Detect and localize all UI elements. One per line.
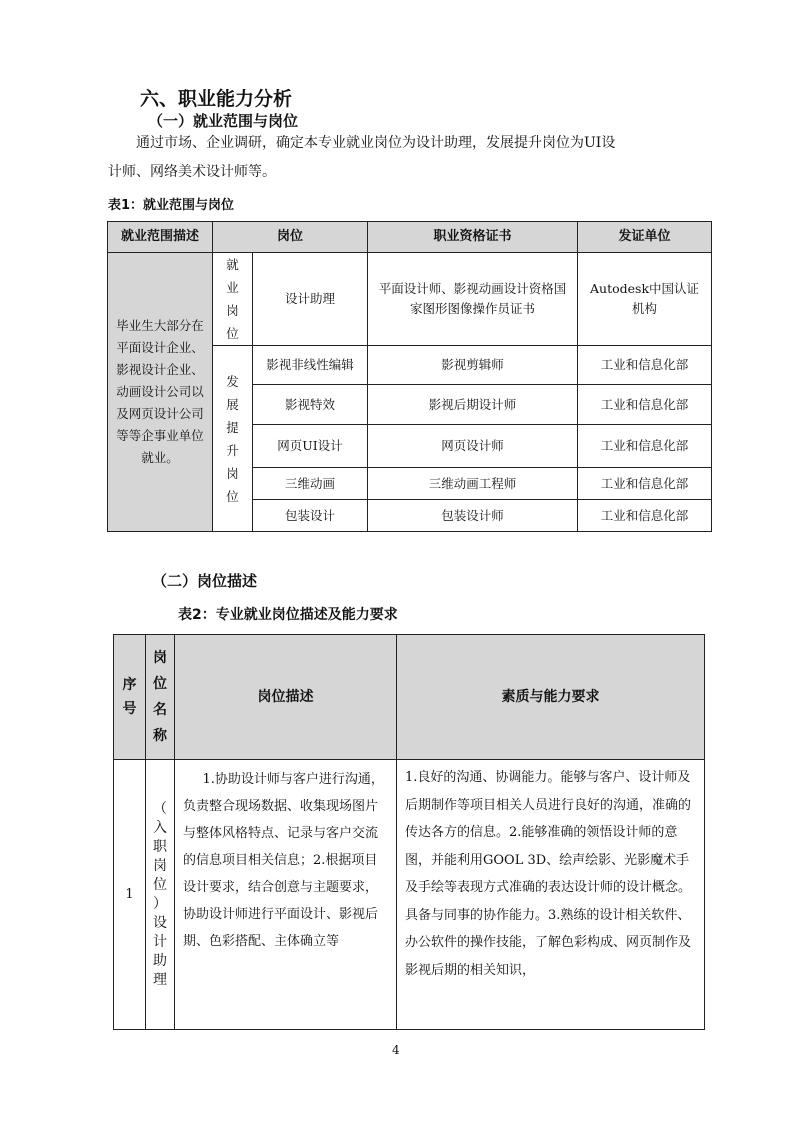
header-index: 序 号 (114, 635, 146, 760)
group-employment: 就 业 岗 位 (213, 253, 253, 346)
row-requirements: 1.良好的沟通、协调能力。能够与客户、设计师及后期制作等项目相关人员进行良好的沟通，准确的传达各方的信息。2.能够准确的领悟设计师的意图，并能利用GOOL 3D、绘声绘影、光影魔术手及手绘等表现方式准确的表达设计师的设计概念。具备与同事的协作能力。3.熟练的设计相关软件、办公软件的操作技能，了解色彩构成、网页制作及影视后期的相关知识， (397, 760, 705, 1030)
table-row-position: 三维动画 (253, 468, 368, 500)
header-position: 岗位 (213, 222, 368, 253)
group-development: 发 展 提 升 岗 位 (213, 346, 253, 532)
table-row-position: 包装设计 (253, 500, 368, 532)
table2-caption: 表2：专业就业岗位描述及能力要求 (178, 607, 398, 623)
table1-caption: 表1：就业范围与岗位 (108, 198, 235, 213)
intro-paragraph-line-1: 通过市场、企业调研，确定本专业就业岗位为设计助理，发展提升岗位为UI设 (136, 135, 616, 151)
header-issuer: 发证单位 (578, 222, 712, 253)
intro-paragraph-line-2: 计师、网络美术设计师等。 (108, 164, 276, 180)
header-scope: 就业范围描述 (108, 222, 213, 253)
table-row-issuer: 工业和信息化部 (578, 385, 712, 425)
header-requirements: 素质与能力要求 (397, 635, 705, 760)
header-description: 岗位描述 (175, 635, 397, 760)
subsection-title-employment: （一）就业范围与岗位 (148, 112, 299, 130)
section-title: 六、职业能力分析 (140, 88, 293, 110)
row-position-name: （ 入 职 岗 位 ） 设 计 助 理 (146, 760, 175, 1030)
page-number: 4 (392, 1043, 400, 1057)
table-row-certificate: 影视剪辑师 (368, 346, 578, 385)
scope-description: 毕业生大部分在平面设计企业、影视设计企业、动画设计公司以及网页设计公司等等企事业单位就业。 (108, 253, 213, 532)
table-row-issuer: 工业和信息化部 (578, 425, 712, 468)
table-row-issuer: 工业和信息化部 (578, 346, 712, 385)
table-row-issuer: 工业和信息化部 (578, 500, 712, 532)
row-index: 1 (114, 760, 146, 1030)
table-row-position: 设计助理 (253, 253, 368, 346)
table-row-certificate: 影视后期设计师 (368, 385, 578, 425)
header-position-name: 岗 位 名 称 (146, 635, 175, 760)
table-row-certificate: 平面设计师、影视动画设计资格国家图形图像操作员证书 (368, 253, 578, 346)
subsection-title-positions: （二）岗位描述 (152, 572, 258, 590)
table-row-position: 网页UI设计 (253, 425, 368, 468)
header-certificate: 职业资格证书 (368, 222, 578, 253)
row-description: 1.协助设计师与客户进行沟通，负责整合现场数据、收集现场图片与整体风格特点、记录与客户交流的信息项目相关信息；2.根据项目设计要求，结合创意与主题要求，协助设计师进行平面设计、影视后期、色彩搭配、主体确立等 (175, 760, 397, 1030)
table-row-position: 影视特效 (253, 385, 368, 425)
table-row-certificate: 包装设计师 (368, 500, 578, 532)
employment-table (107, 221, 712, 532)
table-row-certificate: 三维动画工程师 (368, 468, 578, 500)
table-row-position: 影视非线性编辑 (253, 346, 368, 385)
table-row-issuer: Autodesk中国认证机构 (578, 253, 712, 346)
table-row-certificate: 网页设计师 (368, 425, 578, 468)
table-row-issuer: 工业和信息化部 (578, 468, 712, 500)
position-description-table (113, 634, 705, 1030)
